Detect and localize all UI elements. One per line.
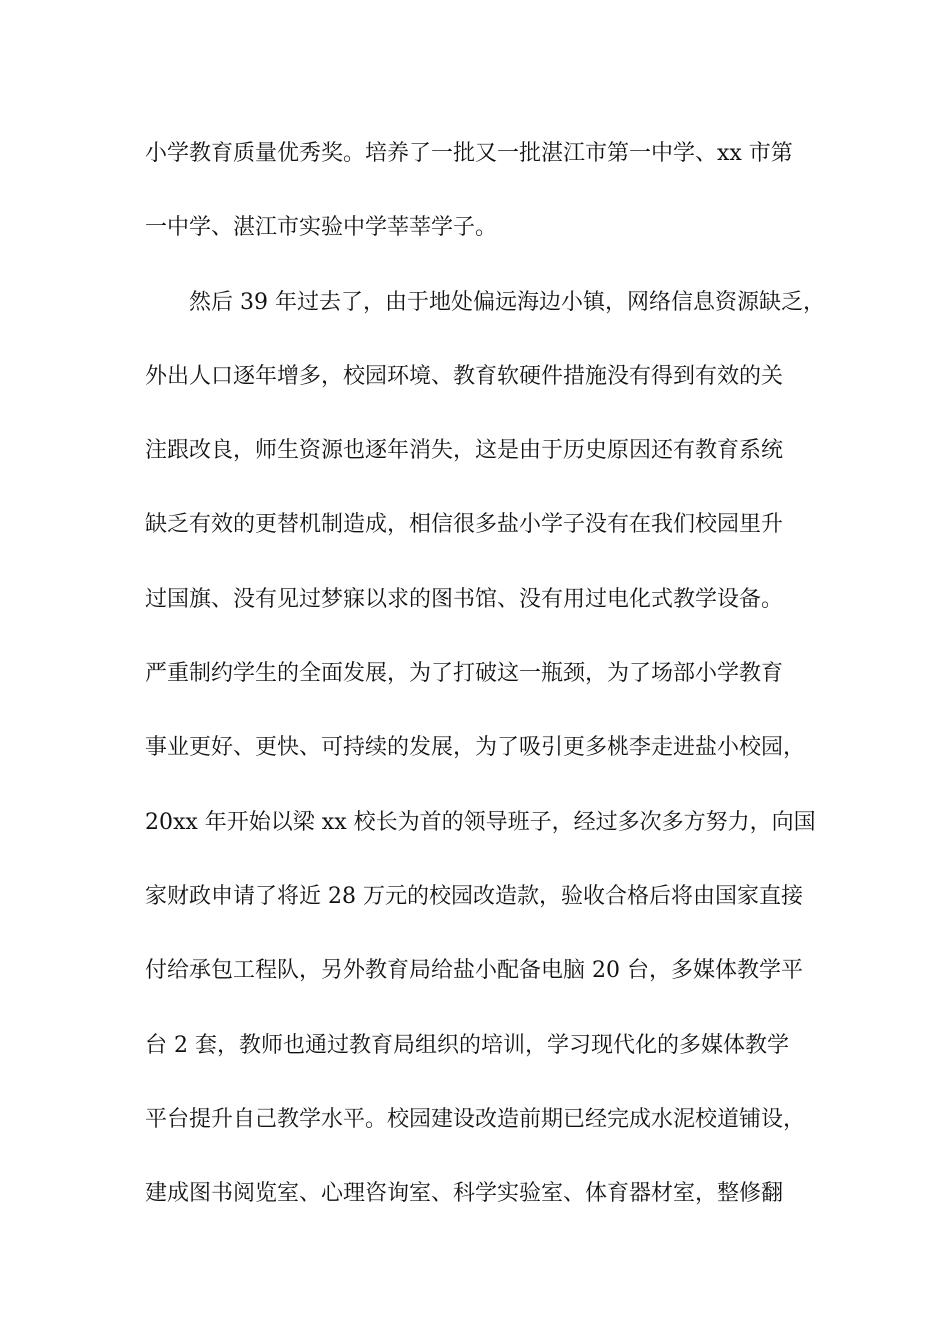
text-line: 平台提升自己教学水平。校园建设改造前期已经完成水泥校道铺设， — [145, 1106, 806, 1132]
text-line: 20xx 年开始以梁 xx 校长为首的领导班子，经过多次多方努力，向国 — [145, 809, 816, 835]
paragraph-first-line: 然后 39 年过去了，由于地处偏远海边小镇，网络信息资源缺乏， — [189, 289, 825, 315]
text-line: 一中学、湛江市实验中学莘莘学子。 — [145, 215, 498, 241]
text-line: 家财政申请了将近 28 万元的校园改造款，验收合格后将由国家直接 — [145, 883, 803, 909]
text-line: 过国旗、没有见过梦寐以求的图书馆、没有用过电化式教学设备。 — [145, 586, 784, 612]
text-line: 台 2 套，教师也通过教育局组织的培训，学习现代化的多媒体教学 — [145, 1032, 789, 1058]
text-line: 严重制约学生的全面发展，为了打破这一瓶颈，为了场部小学教育 — [145, 661, 784, 687]
text-line: 事业更好、更快、可持续的发展，为了吸引更多桃李走进盐小校园， — [145, 735, 806, 761]
text-line: 注跟改良，师生资源也逐年消失，这是由于历史原因还有教育系统 — [145, 438, 784, 464]
text-line: 缺乏有效的更替机制造成，相信很多盐小学子没有在我们校园里升 — [145, 512, 784, 538]
body-text — [145, 130, 835, 1244]
text-line: 外出人口逐年增多，校园环境、教育软硬件措施没有得到有效的关 — [145, 363, 784, 389]
text-line: 建成图书阅览室、心理咨询室、科学实验室、体育器材室，整修翻 — [145, 1181, 784, 1207]
text-line: 付给承包工程队，另外教育局给盐小配备电脑 20 台，多媒体教学平 — [145, 958, 803, 984]
text-line: 小学教育质量优秀奖。培养了一批又一批湛江市第一中学、xx 市第 — [145, 141, 793, 166]
